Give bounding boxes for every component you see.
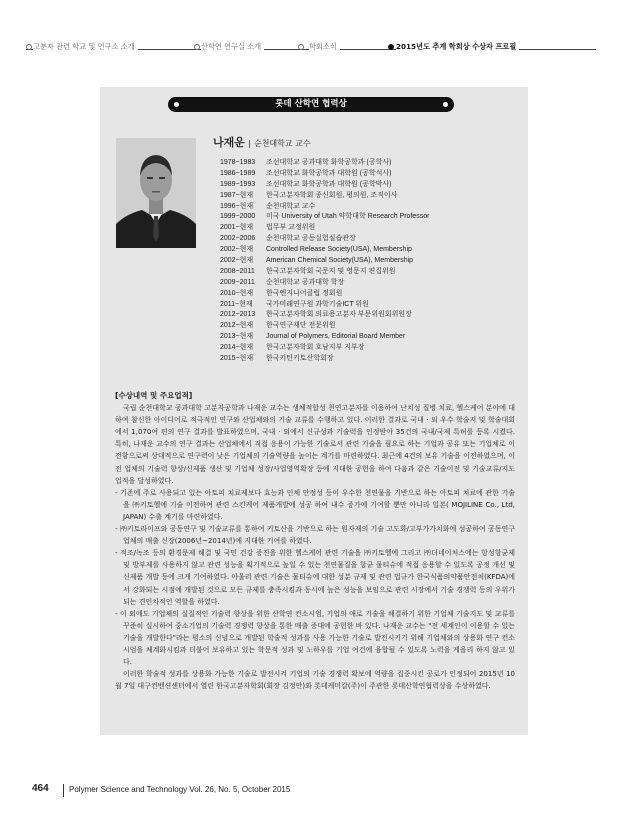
career-desc: 한국고분자학회 의료용고분자 부문위원회위원장: [266, 311, 412, 319]
career-desc: 국가미래연구원 과학기술ICT 위원: [266, 300, 369, 308]
career-desc: 순천대학교 공동실험실습관장: [266, 235, 356, 243]
career-row: [220, 222, 430, 233]
career-desc: Journal of Polymers, Editorial Board Member: [266, 333, 406, 341]
career-desc: 법무부 교정위원: [266, 224, 316, 232]
career-years: 2009~2011: [220, 278, 255, 286]
career-desc: American Chemical Society(USA), Membership: [266, 257, 414, 265]
career-row: [220, 277, 430, 288]
career-row: [220, 266, 430, 277]
career-row: [220, 157, 430, 168]
career-desc: 조선대학교 화학공학과 대학원 (공학박사): [266, 180, 392, 188]
nav-dot-icon: [194, 44, 200, 50]
career-row: [220, 255, 430, 266]
career-row: [220, 211, 430, 222]
career-row: [220, 168, 430, 179]
career-years: 1989~1993: [220, 180, 256, 188]
career-row: [220, 320, 430, 331]
career-years: 2014~현재: [220, 344, 254, 352]
career-years: 2012~2013: [220, 311, 256, 319]
career-years: 2001~현재: [220, 224, 254, 232]
nav-item-news[interactable]: 학회소식: [309, 42, 340, 52]
career-desc: 한국고분자학회 호남지부 지부장: [266, 344, 365, 352]
career-row: [220, 233, 430, 244]
career-row: [220, 190, 430, 201]
career-years: 2011~현재: [220, 300, 253, 308]
page-number: 464: [32, 783, 49, 794]
career-years: 2008~2011: [220, 267, 255, 275]
portrait-photo: [116, 138, 196, 248]
career-desc: 순천대학교 공과대학 학장: [266, 278, 345, 286]
career-desc: 한국고분자학회 종신회원, 평의원, 조직이사: [266, 191, 398, 199]
award-banner: [168, 97, 454, 112]
career-row: [220, 288, 430, 299]
career-desc: 순천대학교 교수: [266, 202, 316, 210]
career-row: [220, 244, 430, 255]
nav-dot-active-icon: [388, 44, 394, 50]
career-desc: 한국엔지니어클럽 정회원: [266, 289, 343, 297]
career-years: 2002~현재: [220, 246, 254, 254]
career-years: 2010~현재: [220, 289, 254, 297]
career-years: 2015~현재: [220, 355, 254, 363]
career-years: 1978~1983: [220, 159, 256, 166]
career-row: [220, 299, 430, 310]
career-row: [220, 309, 430, 320]
career-desc: 한국연구재단 전문위원: [266, 322, 336, 330]
career-years: 1986~1989: [220, 169, 256, 177]
person-affiliation: 순천대학교 교수: [253, 139, 311, 148]
achievement-bullet: - 적조/녹조 등의 환경문제 해결 및 국민 건강 증진을 위한 헬스케어 관련 기술을 ㈜키토헬에 그리고 ㈜더네이처스에는 항성항균제 및 방부제를 사용하지 않고 관련 성능을 획기적으로 높일 수 있는 천연물질을 항균 물티슈에 적접 응용할 수 있도록 공정 개선 및 신제품 개발 등에 크게 기여하였다. 아울러 관련 기술은 물티슈에 대한 성분 규제 및 관련 법규가 한국식품의약품안전처(KFDA)에서 강화되는 시점에 개발된 것으로 모든 규제를 충족시킴과 동시에 높은 성능을 보임으로 관련 시장에서 기술 경쟁력 등의 우위가 되는 견인차적인 역할을 하였다.: [115, 549, 515, 606]
career-years: 2002~현재: [220, 257, 254, 265]
portrait-image: [116, 138, 196, 248]
career-row: [220, 342, 430, 353]
career-desc: 한국키틴키토산학회장: [266, 355, 334, 363]
achievement-bullet: - 기존에 주로 사용되고 있는 아토피 치료제보다 효능과 인체 안정성 등이 우수한 천연물을 기반으로 하는 아토피 치료에 관한 기술을 ㈜키토헬에 기술 이전하여 관련 스킨케어 제품개발에 성공 하여 내수 증가에 기여할 뿐만 아니라 일본( MOJILINE Co., Ltd, JAPAN) 수출 계기를 마련하였다.: [115, 488, 515, 521]
career-row: [220, 179, 430, 190]
page-footer: [32, 783, 592, 799]
career-years: 1999~2000: [220, 213, 256, 221]
nav-item-award-profiles[interactable]: 2015년도 추계 학회상 수상자 프로필: [396, 42, 519, 52]
person-name: 나재운: [213, 136, 245, 149]
name-separator: |: [248, 139, 251, 148]
career-desc: 한국고분자학회 국문지 및 영문지 편집위원: [266, 267, 396, 275]
career-row: [220, 201, 430, 212]
bullet-dot-icon: [174, 102, 179, 107]
journal-citation: Polymer Science and Technology Vol. 26, No. 5, October 2015: [69, 785, 291, 794]
achievements-section: [115, 390, 515, 692]
profile-heading: [213, 134, 311, 150]
career-list: [220, 157, 430, 364]
career-desc: 조선대학교 공과대학 화학공학과 (공학사): [266, 159, 392, 166]
achievements-heading: [수상내역 및 주요업적]: [115, 391, 193, 400]
career-desc: 조선대학교 화학공학과 대학원 (공학석사): [266, 169, 392, 177]
bullet-dot-icon: [443, 102, 448, 107]
career-years: 2013~현재: [220, 333, 254, 341]
career-years: 2002~2006: [220, 235, 256, 243]
career-years: 1987~현재: [220, 191, 254, 199]
nav-item-labs[interactable]: 산학연 연구실 소개: [201, 42, 264, 52]
career-row: [220, 331, 430, 342]
footer-divider: [63, 784, 64, 797]
nav-dot-icon: [298, 44, 304, 50]
achievements-intro: 국립 순천대학교 공과대학 고분자공학과 나재운 교수는 생체적합성 천연고분자를 이용하여 난치성 질병 치료, 헬스케어 분야에 대하여 참신한 아이디어로 적극적인 연구와 산업체와의 기술 교류를 수행하고 있다. 이러한 결과로 국내 · 외 우수 학술지 및 학술대회에서 1,070여 편의 연구 결과를 발표하였으며, 국내 · 외에서 신규성과 기술력을 인정받아 35건의 국내/국제 특허를 등록 시켰다. 특히, 나재운 교수의 연구 결과는 산업체에서 직접 응용이 가능한 기술로서 관련 기술을 필요로 하는 기업과 공유 또는 기업체로 이전함으로써 상대적으로 연구력이 낮은 기업체의 기술역량을 높이는 계기를 마련하였다. 최근에 4건의 보유 기술을 이전하였으며, 이전 업체의 기술력 향상/신제품 생산 및 기업체 성장/사업영역확장 등에 지대한 공헌을 하여 다음과 같은 기술이전 및 기술교류/지도 업적을 달성하였다.: [115, 404, 515, 485]
nav-item-schools[interactable]: 고분자 관련 학교 및 연구소 소개: [33, 42, 138, 52]
career-row: [220, 353, 430, 364]
career-years: 1996~현재: [220, 202, 254, 210]
career-desc: Controlled Release Society(USA), Membership: [266, 246, 412, 254]
achievement-bullet: - ㈜키토라이프와 공동연구 및 기술교류를 통하여 키토산을 기반으로 하는 원자재의 기술 고도화/고부가가치화에 성공하여 공동연구 업체의 매출 신장(2006년~2014년)에 지대한 기여를 하였다.: [115, 525, 515, 546]
section-nav: [26, 38, 596, 58]
achievement-bullet: - 이 외에도 기업체의 실질적인 기술력 향상을 위한 산학연 컨소시엄, 기업의 애로 기술을 해결하기 위한 기업체 기술지도 및 교류를 꾸준히 실시하여 중소기업의 기술력 경쟁력 향상을 통한 매출 증대에 공헌한 바 있다. 나재운 교수는 "전 세계인이 이용할 수 있는 기술을 개발한다"라는 평소의 신념으로 개발된 학술적 성과를 사용 가능한 기술로 발전시키기 위해 기업체와의 상용화 연구 컨소시엄을 체계화시킴과 더불어 보유하고 있는 학문적 성과 및 노하우를 기업 여건에 융합될 수 있도록 노력을 게을리 하지 않고 있다.: [115, 609, 515, 667]
nav-dot-icon: [26, 44, 32, 50]
career-desc: 미국 University of Utah 약학대학 Research Professor: [266, 213, 430, 221]
career-years: 2012~현재: [220, 322, 254, 330]
achievements-closing: 이러한 학술적 성과를 상용화 가능한 기술로 발전시켜 기업의 기술 경쟁력 확보에 역량을 집중시킨 공로가 인정되어 2015년 10월 7일 대구컨벤션센터에서 열린 한국고분자학회(회장 김정안)와 롯데케미칼(주)이 주관한 롯데산학연협력상을 수상하였다.: [115, 670, 515, 691]
award-title: 롯데 산학연 협력상: [275, 99, 347, 109]
